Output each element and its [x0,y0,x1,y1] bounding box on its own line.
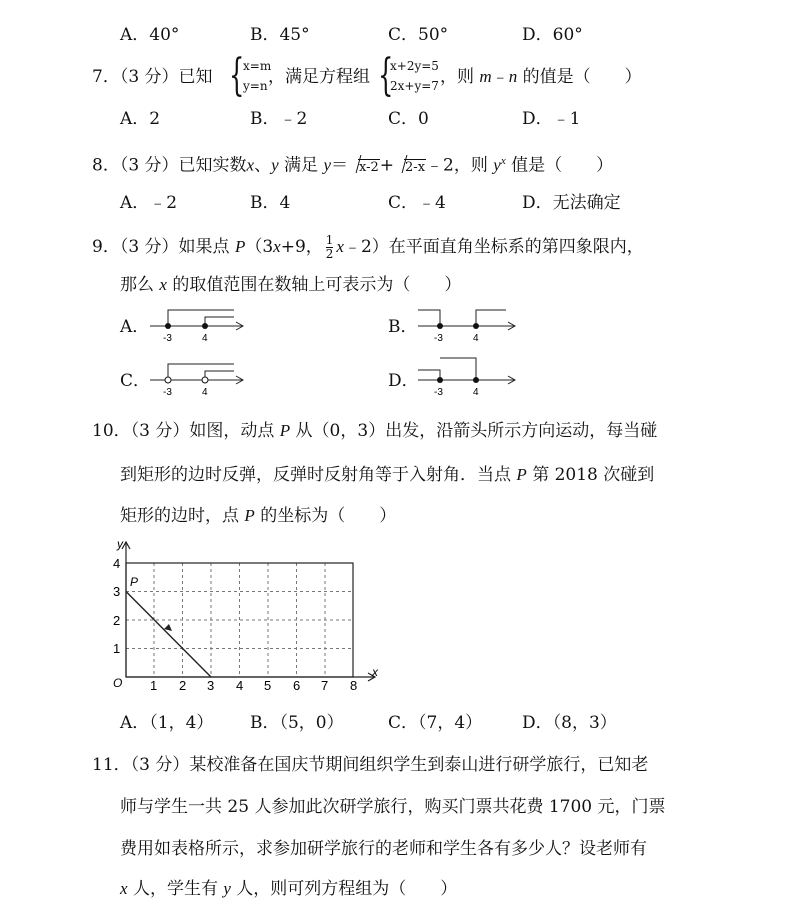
sqrt-1: x-2 [348,157,380,179]
number-line-b [416,306,520,344]
q7-option-a: A．2 [120,109,161,129]
q8-stem: 8．（3 分）已知实数x、y 满足 y＝ x-2+ 2-x﹣2，则 $y^x$ 值是（ ） [92,150,613,179]
x-tick-label: 2 [179,678,187,693]
fraction-half: $\frac{1}{2}$ [325,233,334,261]
q10-line3: 矩形的边时，点 P 的坐标为（ ） [120,506,397,526]
tick-label: 4 [202,333,208,344]
q6-option-d: D．60° [522,25,583,45]
q9-option-b: B． [388,317,418,337]
q11-line4: x 人，学生有 y 人，则可列方程组为（ ） [120,879,458,899]
q7-option-d: D．﹣1 [522,109,581,129]
q7-sys2-line1: x+2y=5 [390,59,439,73]
x-tick-label: 8 [350,678,358,693]
number-line-c [148,360,248,398]
number-line-a [148,306,248,344]
tick-label: 4 [473,387,479,398]
q8-option-d: D．无法确定 [522,193,621,213]
q10-line1: 10．（3 分）如图，动点 P 从（0，3）出发，沿箭头所示方向运动，每当碰 [92,421,658,441]
q9-option-d: D． [388,371,419,391]
q11-line3: 费用如表格所示，求参加研学旅行的老师和学生各有多少人？设老师有 [120,839,647,859]
q10-option-d: D．（8，3） [522,713,617,733]
tick-label: 4 [202,387,208,398]
grid-lines [126,563,353,677]
q9-line2: 那么 x 的取值范围在数轴上可表示为（ ） [120,275,462,295]
q7-mid: ，满足方程组 [268,67,370,87]
motion-path [126,592,211,678]
q6-option-c: C．50° [388,25,449,45]
q8-option-c: C．﹣4 [388,193,446,213]
tick-label: 4 [473,333,479,344]
number-line-d [416,354,520,398]
q7-brace-2: { [378,50,394,101]
q9-line1: 9．（3 分）如果点 P（3x+9， $\frac{1}{2}$ x﹣2）在平面直角坐标系的第四象限内， [92,233,644,261]
q7-prefix: 7．（3 分）已知 [92,67,213,87]
y-tick-label: 1 [113,641,121,656]
q8-option-b: B．4 [250,193,291,213]
q10-option-c: C．（7，4） [388,713,483,733]
q7-sys1-line2: y=n [243,79,268,93]
tick-label: -3 [434,387,443,398]
q7-option-b: B．﹣2 [250,109,308,129]
y-axis-label: y [117,537,123,551]
y-tick-label: 3 [113,584,121,599]
q7-option-c: C．0 [388,109,429,129]
sqrt-2: 2-x [394,157,426,179]
q10-option-a: A．（1，4） [120,713,214,733]
q10-option-b: B．（5，0） [250,713,344,733]
q9-option-a: A． [120,317,150,337]
q11-line2: 师与学生一共 25 人参加此次研学旅行，购买门票共花费 1700 元，门票 [120,797,666,817]
x-tick-label: 5 [264,678,272,693]
tick-label: -3 [163,333,172,344]
x-axis-label: x [372,665,378,679]
q10-coordinate-graph [110,536,390,696]
point-p-label: P [130,575,139,589]
q11-line1: 11．（3 分）某校准备在国庆节期间组织学生到泰山进行研学旅行，已知老 [92,755,649,775]
x-tick-label: 4 [236,678,244,693]
q6-option-a: A．40° [120,25,180,45]
q7-brace-1: { [229,50,245,101]
x-tick-label: 1 [150,678,158,693]
q9-option-c: C． [120,371,151,391]
tick-label: -3 [163,387,172,398]
q7-suffix: ，则 m﹣n 的值是（ ） [440,67,642,87]
y-tick-label: 4 [113,556,121,571]
q7-sys2-line2: 2x+y=7 [390,79,439,93]
q8-option-a: A．﹣2 [120,193,178,213]
x-tick-label: 7 [321,678,329,693]
x-tick-label: 3 [207,678,215,693]
q10-line2: 到矩形的边时反弹，反弹时反射角等于入射角．当点 P 第 2018 次碰到 [120,465,655,485]
origin-label: O [113,676,123,690]
q6-option-b: B．45° [250,25,310,45]
y-tick-label: 2 [113,613,121,628]
x-tick-label: 6 [293,678,301,693]
q7-sys1-line1: x=m [243,59,272,73]
tick-label: -3 [434,333,443,344]
